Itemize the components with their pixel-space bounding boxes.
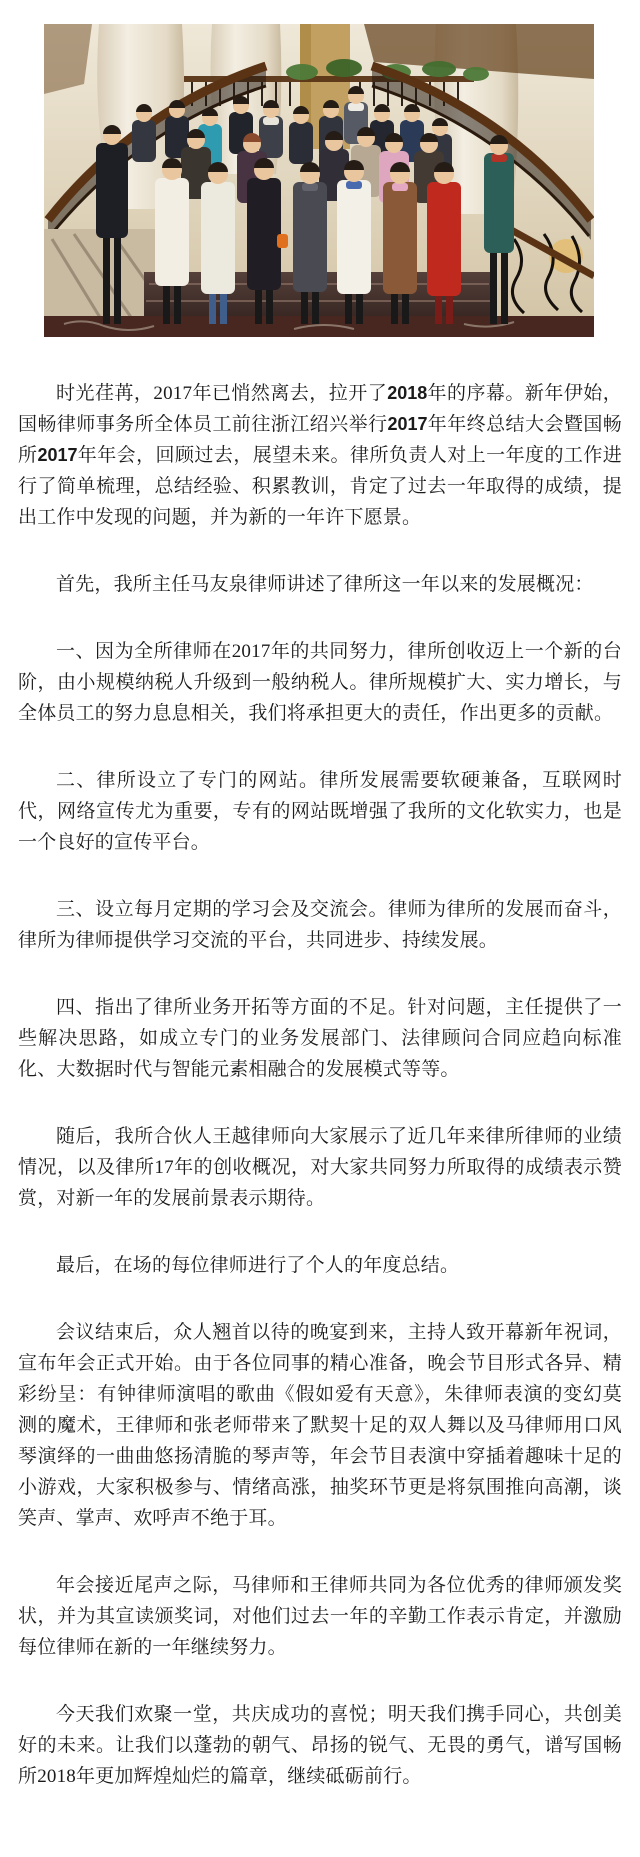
paragraph — [18, 1317, 622, 1534]
bold-year: 2018 — [387, 383, 428, 403]
text-run: 首先，我所主任马友泉律师讲述了律所这一年以来的发展概况： — [56, 574, 594, 595]
text-run: 二、律所设立了专门的网站。律所发展需要软硬兼备，互联网时代，网络宣传尤为重要，专有的网站既增强了我所的文化软实力，也是一个良好的宣传平台。 — [18, 770, 622, 853]
paragraph — [18, 1570, 622, 1663]
bold-year: 2017 — [37, 445, 78, 465]
paragraph — [18, 765, 622, 858]
text-run: 最后，在场的每位律师进行了个人的年度总结。 — [56, 1255, 460, 1276]
paragraph — [18, 992, 622, 1085]
bold-year: 2017 — [387, 414, 428, 434]
paragraph — [18, 1699, 622, 1792]
text-run: 一、因为全所律师在2017年的共同努力，律所创收迈上一个新的台阶，由小规模纳税人升级到一般纳税人。律所规模扩大、实力增长，与全体员工的努力息息相关，我们将承担更大的责任，作出更多的贡献。 — [18, 641, 622, 724]
group-photo-illustration — [44, 24, 594, 337]
text-run: 随后，我所合伙人王越律师向大家展示了近几年来律所律师的业绩情况，以及律所17年的创收概况，对大家共同努力所取得的成绩表示赞赏，对新一年的发展前景表示期待。 — [18, 1126, 622, 1209]
article-body — [0, 337, 640, 1792]
paragraph — [18, 378, 622, 533]
text-run: 年的序幕。新年伊始，国畅律师事务所全体员工前往浙江绍兴举行 — [18, 383, 622, 435]
paragraph — [18, 636, 622, 729]
text-run: 年年终总结大会暨国畅所 — [18, 414, 622, 466]
text-run: 时光荏苒，2017年已悄然离去，拉开了 — [56, 383, 388, 404]
document-page — [0, 24, 640, 1857]
text-run: 今天我们欢聚一堂，共庆成功的喜悦；明天我们携手同心，共创美好的未来。让我们以蓬勃的朝气、昂扬的锐气、无畏的勇气，谱写国畅所2018年更加辉煌灿烂的篇章，继续砥砺前行。 — [18, 1704, 622, 1787]
paragraph — [18, 1121, 622, 1214]
text-run: 年会接近尾声之际，马律师和王律师共同为各位优秀的律师颁发奖状，并为其宣读颁奖词，对他们过去一年的辛勤工作表示肯定，并激励每位律师在新的一年继续努力。 — [18, 1575, 622, 1658]
text-run: 三、设立每月定期的学习会及交流会。律师为律所的发展而奋斗，律所为律师提供学习交流的平台，共同进步、持续发展。 — [18, 899, 622, 951]
paragraph — [18, 1250, 622, 1281]
paragraph — [18, 569, 622, 600]
paragraph — [18, 894, 622, 956]
text-run: 会议结束后，众人翘首以待的晚宴到来，主持人致开幕新年祝词，宣布年会正式开始。由于各位同事的精心准备，晚会节目形式各异、精彩纷呈：有钟律师演唱的歌曲《假如爱有天意》，朱律师表演的变幻莫测的魔术，王律师和张老师带来了默契十足的双人舞以及马律师用口风琴演绎的一曲曲悠扬清脆的琴声等，年会节目表演中穿插着趣味十足的小游戏，大家积极参与、情绪高涨，抽奖环节更是将氛围推向高潮，谈笑声、掌声、欢呼声不绝于耳。 — [18, 1322, 622, 1529]
text-run: 年年会，回顾过去，展望未来。律所负责人对上一年度的工作进行了简单梳理，总结经验、积累教训，肯定了过去一年取得的成绩，提出工作中发现的问题，并为新的一年许下愿景。 — [18, 445, 622, 528]
group-photo — [44, 24, 594, 337]
text-run: 四、指出了律所业务开拓等方面的不足。针对问题，主任提供了一些解决思路，如成立专门的业务发展部门、法律顾问合同应趋向标准化、大数据时代与智能元素相融合的发展模式等等。 — [18, 997, 622, 1080]
